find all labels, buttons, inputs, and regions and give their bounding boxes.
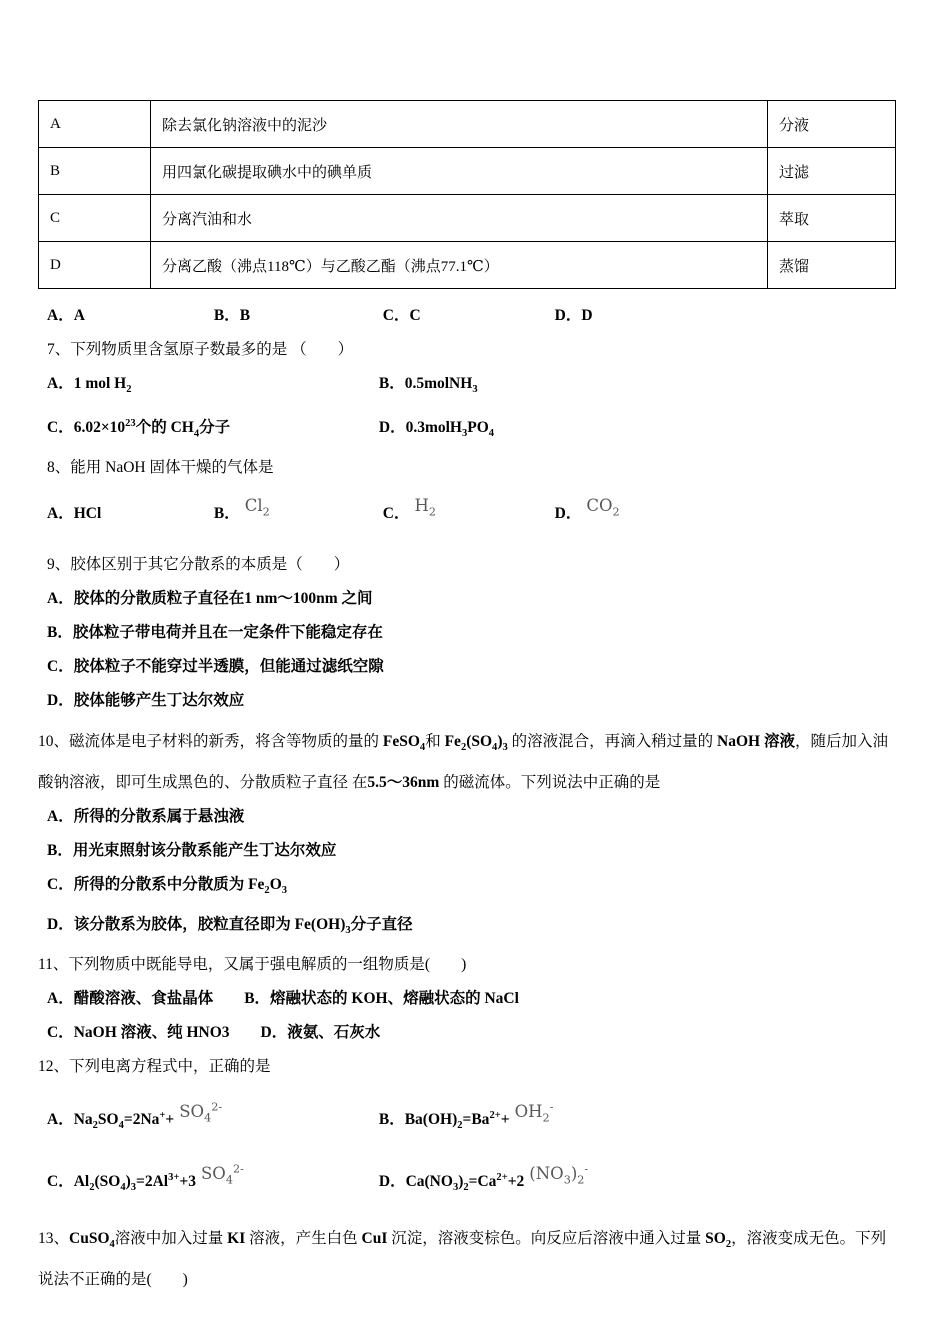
- question-7: [38, 333, 895, 451]
- question-11-options-row-2: C．NaOH 溶液、纯 HNO3 D．液氨、石灰水: [47, 1023, 381, 1041]
- question-8-option-d: [555, 493, 620, 539]
- answer-option-b: B．B: [213, 307, 251, 324]
- question-7-option-a: A．1 mol $H_2$: [47, 375, 132, 396]
- question-13-stem: 13、CuSO$_4$溶液中加入过量 KI 溶液，产生白色 CuI 沉淀，溶液变棕色。向反应后溶液中通入过量 $SO_2$，溶液变成无色。下列说法不正确的是( ): [38, 1230, 887, 1289]
- chem-formula: $(NO_3)_2^-$: [529, 1162, 589, 1187]
- chem-formula: $OH_2^-$: [514, 1100, 554, 1125]
- question-12-stem: 12、下列电离方程式中，正确的是: [38, 1057, 271, 1075]
- answer-option-a: A．A: [47, 307, 85, 324]
- equation-text: C．$Al_2(SO_4)_3=2Al^{3+}+3$: [47, 1171, 196, 1194]
- row-method-cell: 分液: [768, 101, 896, 148]
- question-10-option-b: B．用光束照射该分散系能产生丁达尔效应: [47, 841, 337, 859]
- question-10-option-c: C．所得的分散系中分散质为 $Fe_2O_3$: [47, 875, 288, 896]
- question-9-option-a: A．胶体的分散质粒子直径在1 nm～100nm 之间: [47, 589, 373, 607]
- question-6-answer-options-row: [38, 299, 895, 333]
- answer-option-d: D．D: [554, 307, 593, 324]
- table-row: [39, 148, 896, 195]
- question-11: [38, 948, 895, 1050]
- question-11-stem: 11、下列物质中既能导电，又属于强电解质的一组物质是( ): [38, 955, 467, 973]
- row-method-cell: 萃取: [768, 195, 896, 242]
- question-7-options-row-1: [38, 367, 895, 407]
- question-7-stem: 7、下列物质里含氢原子数最多的是 （ ）: [47, 341, 354, 358]
- question-9: [38, 548, 895, 718]
- question-8-option-a: A．HCl: [47, 505, 102, 523]
- question-8: [38, 451, 895, 539]
- question-7-option-d: D．$0.3molH_3PO_4$: [378, 419, 495, 440]
- equation-text: B．$Ba(OH)_2=Ba^{2+}+$: [378, 1110, 510, 1132]
- row-method-cell: 过滤: [768, 148, 896, 195]
- question-12: [38, 1050, 895, 1213]
- option-label: D．: [554, 505, 582, 523]
- row-label-cell: B: [39, 148, 151, 195]
- chem-formula: $SO_4^{2-}$: [200, 1162, 244, 1187]
- row-operation-cell: 分离乙酸（沸点118℃）与乙酸乙酯（沸点77.1℃）: [151, 242, 768, 289]
- question-9-option-b: B．胶体粒子带电荷并且在一定条件下能稳定存在: [47, 623, 383, 641]
- question-7-option-b: B．0.5molNH$_3$: [378, 375, 478, 396]
- question-10-stem: 10、磁流体是电子材料的新秀，将含等物质的量的 FeSO$_4$和 $Fe_2(SO_4)_3$ 的溶液混合，再滴入稍过量的 NaOH 溶液，随后加入油酸钠溶液，即可生成黑色的、分散质粒子直径 在5.5～36nm 的磁流体。下列说法中正确的是: [38, 732, 888, 791]
- question-10-option-a: A．所得的分散系属于悬浊液: [47, 807, 245, 825]
- row-operation-cell: 分离汽油和水: [151, 195, 768, 242]
- equation-text: D．$Ca(NO_3)_2=Ca^{2+}+2$: [378, 1171, 525, 1194]
- row-method-cell: 蒸馏: [768, 242, 896, 289]
- row-label-cell: C: [39, 195, 151, 242]
- equation-text: A．$Na_2SO_4=2Na^++$: [47, 1110, 175, 1132]
- row-operation-cell: 用四氯化碳提取碘水中的碘单质: [151, 148, 768, 195]
- chem-formula: $Cl_2$: [244, 496, 270, 519]
- question-12-options-row-2: [38, 1152, 895, 1214]
- question-8-option-c: [383, 493, 551, 539]
- question-10-option-d: D．该分散系为胶体，胶粒直径即为 $Fe(OH)_3$分子直径: [47, 915, 413, 936]
- question-12-option-c: [47, 1152, 375, 1214]
- question-12-options-row-1: [38, 1090, 895, 1152]
- option-label: C．: [382, 505, 410, 523]
- chem-formula: $SO_4^{2-}$: [179, 1100, 223, 1125]
- question-12-option-b: [379, 1090, 554, 1152]
- row-label-cell: D: [39, 242, 151, 289]
- answer-option-c: C．C: [382, 307, 421, 324]
- separation-methods-table: [38, 100, 896, 289]
- chem-formula: $H_2$: [414, 496, 436, 519]
- question-10: [38, 724, 895, 948]
- question-7-options-row-2: [38, 407, 895, 451]
- row-label-cell: A: [39, 101, 151, 148]
- question-13: [38, 1221, 895, 1297]
- question-7-option-c: C．$6.02\times 10^{23}$个的 $CH_4$分子: [47, 418, 231, 440]
- question-12-option-a: [47, 1090, 375, 1152]
- table-row: [39, 242, 896, 289]
- option-label: B．: [213, 505, 240, 523]
- question-8-options-row: [38, 485, 895, 539]
- question-9-stem: 9、胶体区别于其它分散系的本质是（ ）: [47, 555, 350, 573]
- question-12-option-d: [379, 1152, 588, 1214]
- question-8-stem: 8、能用 NaOH 固体干燥的气体是: [47, 459, 274, 477]
- question-8-option-b: [214, 493, 379, 539]
- table-row: [39, 101, 896, 148]
- chem-formula: $CO_2$: [586, 496, 620, 519]
- question-9-option-c: C．胶体粒子不能穿过半透膜，但能通过滤纸空隙: [47, 657, 384, 675]
- question-9-option-d: D．胶体能够产生丁达尔效应: [47, 691, 245, 709]
- question-11-options-row-1: A．醋酸溶液、食盐晶体 B．熔融状态的 KOH、熔融状态的 NaCl: [47, 989, 519, 1007]
- table-row: [39, 195, 896, 242]
- row-operation-cell: 除去氯化钠溶液中的泥沙: [151, 101, 768, 148]
